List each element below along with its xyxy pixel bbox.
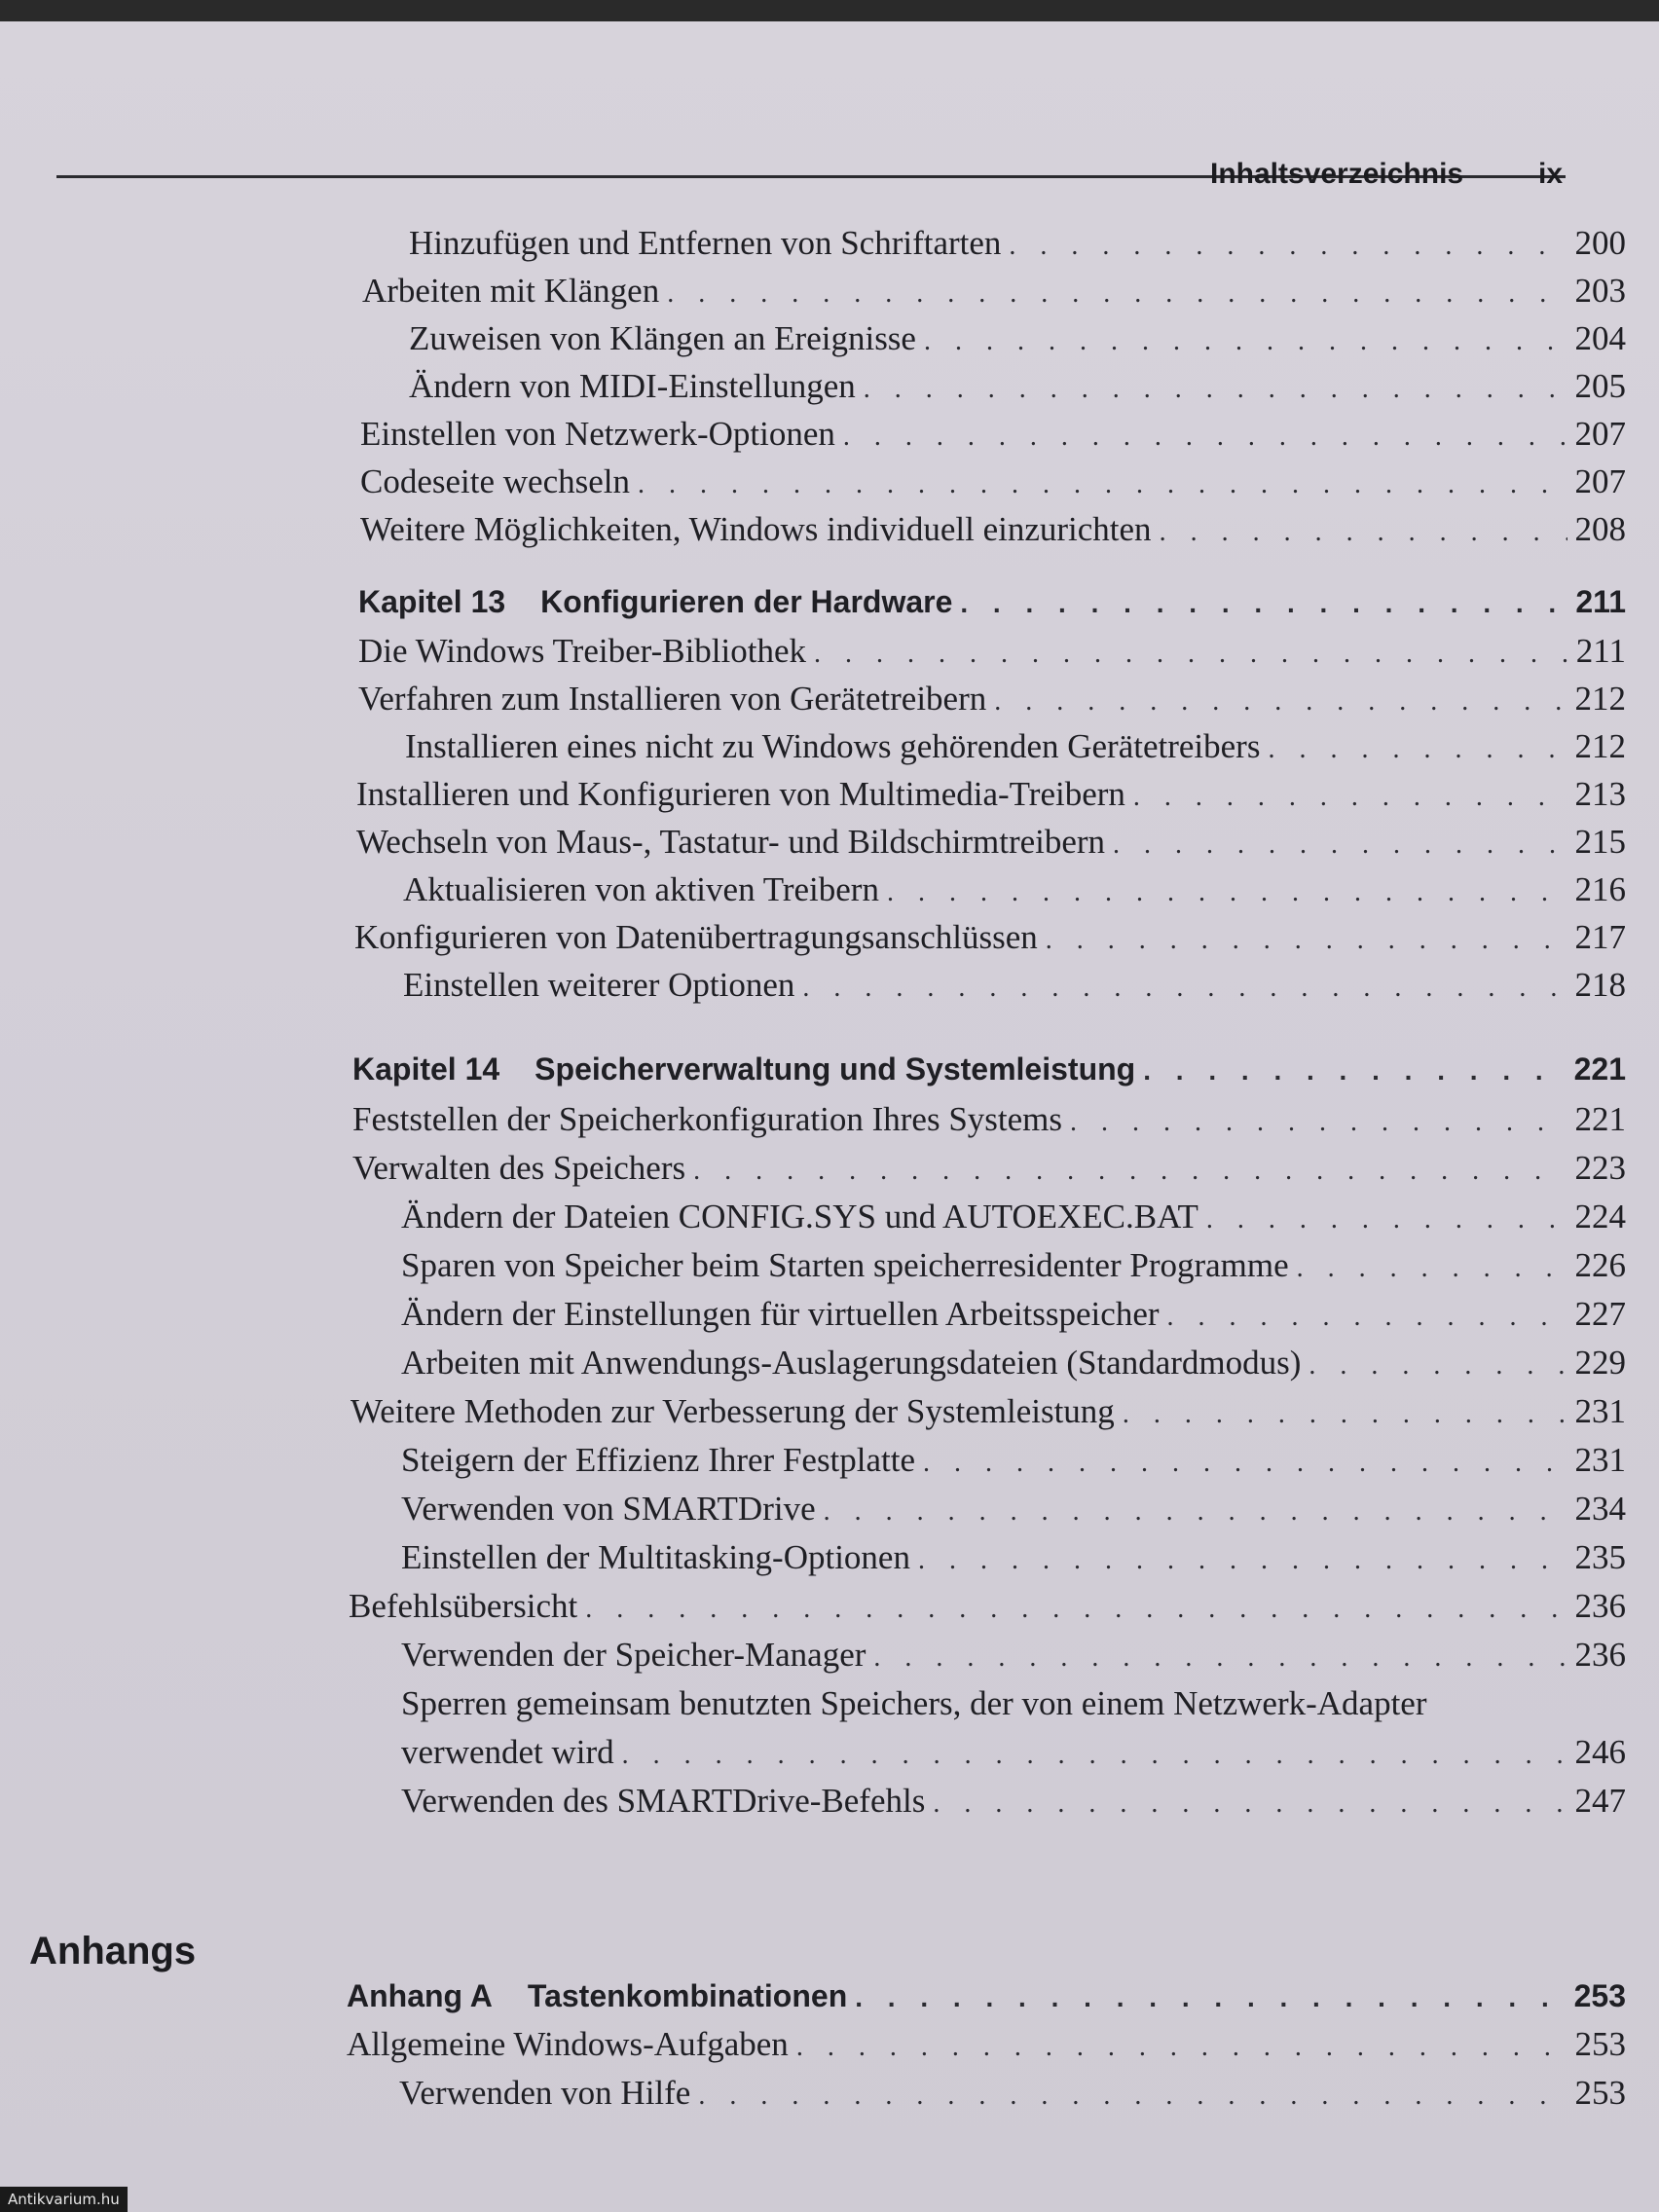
toc-entry: Weitere Möglichkeiten, Windows individuell einzurichten . . . 208 bbox=[360, 510, 1626, 549]
toc-entry: Codeseite wechseln . . . 207 bbox=[360, 462, 1626, 501]
running-header-title: Inhaltsverzeichnis bbox=[1210, 158, 1464, 190]
toc-entry: Wechseln von Maus-, Tastatur- und Bildschirmtreibern . . . 215 bbox=[356, 823, 1626, 862]
toc-entry: Allgemeine Windows-Aufgaben . . . 253 bbox=[347, 2025, 1626, 2064]
toc-entry: Ändern von MIDI-Einstellungen . . . 205 bbox=[409, 367, 1626, 406]
toc-entry: Arbeiten mit Anwendungs-Auslagerungsdateien (Standardmodus) . . . 229 bbox=[401, 1344, 1626, 1382]
toc-entry: Weitere Methoden zur Verbesserung der Systemleistung . . . 231 bbox=[350, 1392, 1626, 1431]
running-header-page-number: ix bbox=[1538, 158, 1564, 190]
toc-entry: Konfigurieren von Datenübertragungsanschlüssen . . . 217 bbox=[354, 918, 1626, 957]
toc-entry: Arbeiten mit Klängen . . . 203 bbox=[362, 272, 1626, 311]
toc-entry: Einstellen von Netzwerk-Optionen . . . 207 bbox=[360, 415, 1626, 454]
toc-entry: Einstellen der Multitasking-Optionen . . . 235 bbox=[401, 1538, 1626, 1577]
toc-chapter-entry: Anhang A Tastenkombinationen . . . 253 bbox=[347, 1978, 1626, 2014]
toc-entry: Sperren gemeinsam benutzten Speichers, der von einem Netzwerk-Adapter bbox=[401, 1684, 1427, 1722]
toc-entry: Aktualisieren von aktiven Treibern . . . 216 bbox=[403, 870, 1626, 909]
toc-entry: Verwenden von SMARTDrive . . . 234 bbox=[401, 1490, 1626, 1529]
toc-entry: Ändern der Dateien CONFIG.SYS und AUTOEXEC.BAT . . . 224 bbox=[401, 1198, 1626, 1236]
toc-entry: Verwalten des Speichers . . . 223 bbox=[352, 1149, 1626, 1188]
toc-entry: Einstellen weiterer Optionen . . . 218 bbox=[403, 966, 1626, 1005]
toc-entry: Verwenden des SMARTDrive-Befehls . . . 247 bbox=[401, 1782, 1626, 1821]
toc-entry: verwendet wird . . . 246 bbox=[401, 1733, 1626, 1772]
section-heading-anhangs: Anhangs bbox=[29, 1930, 197, 1972]
toc-entry: Verfahren zum Installieren von Gerätetreibern . . . 212 bbox=[358, 680, 1626, 719]
toc-entry: Zuweisen von Klängen an Ereignisse . . . 204 bbox=[409, 319, 1626, 358]
watermark-label: Antikvarium.hu bbox=[0, 2187, 128, 2212]
toc-entry: Steigern der Effizienz Ihrer Festplatte . . . 231 bbox=[401, 1441, 1626, 1480]
toc-entry: Installieren eines nicht zu Windows gehörenden Gerätetreibers . . . 212 bbox=[405, 727, 1626, 766]
toc-entry: Verwenden der Speicher-Manager . . . 236 bbox=[401, 1636, 1626, 1675]
toc-chapter-entry: Kapitel 14 Speicherverwaltung und Systemleistung . . . 221 bbox=[352, 1051, 1626, 1088]
book-page bbox=[0, 21, 1659, 2212]
toc-entry: Installieren und Konfigurieren von Multimedia-Treibern . . . 213 bbox=[356, 775, 1626, 814]
toc-entry: Sparen von Speicher beim Starten speicherresidenter Programme . . . 226 bbox=[401, 1246, 1626, 1285]
toc-entry: Befehlsübersicht . . . 236 bbox=[349, 1587, 1626, 1626]
toc-entry: Hinzufügen und Entfernen von Schriftarten . . . 200 bbox=[409, 224, 1626, 263]
toc-entry: Verwenden von Hilfe . . . 253 bbox=[399, 2074, 1626, 2113]
toc-chapter-entry: Kapitel 13 Konfigurieren der Hardware . . . 211 bbox=[358, 584, 1626, 620]
toc-entry: Ändern der Einstellungen für virtuellen Arbeitsspeicher . . . 227 bbox=[401, 1295, 1626, 1334]
toc-entry: Feststellen der Speicherkonfiguration Ihres Systems . . . 221 bbox=[352, 1100, 1626, 1139]
toc-entry: Die Windows Treiber-Bibliothek . . . 211 bbox=[358, 632, 1626, 671]
